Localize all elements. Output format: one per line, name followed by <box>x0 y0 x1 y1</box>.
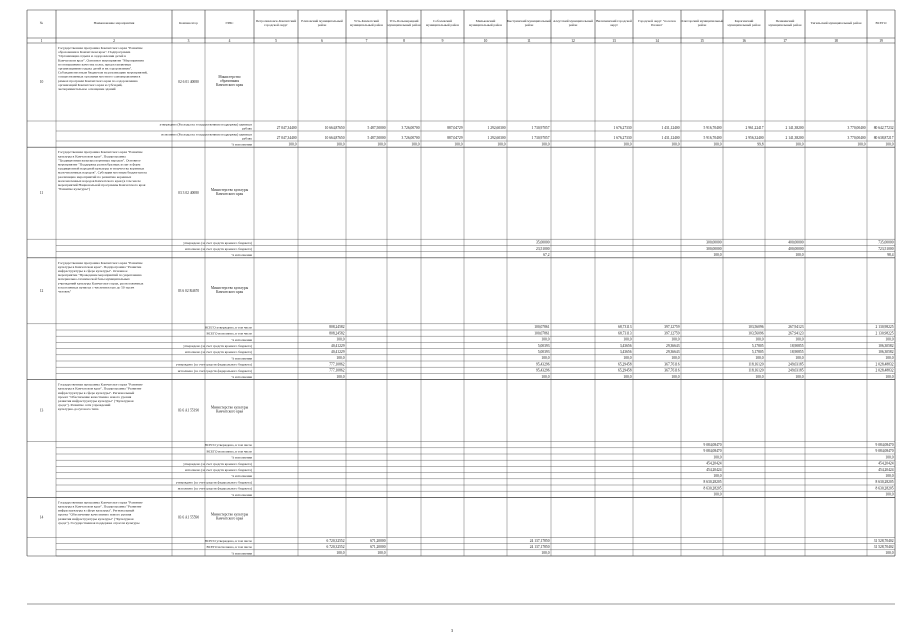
cell-value: 100,0 <box>623 337 632 342</box>
cell-value: 777,10862 <box>329 368 345 373</box>
column-number: 17 <box>783 38 787 43</box>
cell-value: 100,0 <box>377 551 386 556</box>
section-title: Государственная программа Камчатского края "Развитие культуры в Камчатском крае". Подпрограмма "Развитие инфраструктуры в сфере культуры". Основное мероприятие "Проведение мероприятий по укреплению материально-технической базы муниципальных учреждений культуры Камчатского края, расположенных в населенных пунктах с численностью до 50 тысяч человек" <box>58 260 144 294</box>
cell-value: 100,0 <box>541 337 550 342</box>
cell-value: 65,29458 <box>618 362 632 367</box>
row-label: ВСЕГО утверждено, в том числе <box>204 325 252 330</box>
row-label: утверждено (Расходы на государственную поддержку) единиц в рублях <box>159 122 252 131</box>
cell-value: 24 137,17850 <box>529 545 550 549</box>
cell-value: 98,4 <box>887 253 894 257</box>
cell-value: 1 292,60300 <box>487 126 506 131</box>
row-label: ВСЕГО исполнено, в том числе <box>206 449 252 454</box>
cell-value: 95,43296 <box>536 362 550 367</box>
section-code: 03 6 A1 55590 <box>177 515 200 520</box>
cell-value: 100,0 <box>713 474 722 478</box>
cell-value: 3 770,00400 <box>847 126 866 131</box>
cell-value: 68,73113 <box>618 331 632 336</box>
column-header: ВСЕГО <box>875 21 887 25</box>
cell-value: 723,51000 <box>878 246 894 251</box>
cell-value: 100,0 <box>541 356 550 361</box>
column-number: 13 <box>612 38 616 43</box>
row-label: ВСЕГО утверждено, в том числе <box>204 539 252 543</box>
row-label: % исполнения <box>231 455 252 460</box>
cell-value: 400,00000 <box>788 246 804 251</box>
cell-value: 80 642,77232 <box>873 126 894 131</box>
cell-value: 23,51000 <box>536 246 550 251</box>
row-label: ВСЕГО исполнено, в том числе <box>206 331 252 336</box>
column-header: ГРБС <box>225 21 234 25</box>
cell-value: 103,56096 <box>748 331 764 336</box>
column-number: 10 <box>483 38 488 43</box>
cell-value: 1 676,27330 <box>613 136 632 141</box>
row-label: ВСЕГО утверждено, в том числе <box>204 443 252 448</box>
section-title: Государственная программа Камчатского края "Развитие образования в Камчатском крае". Подпрограмма "Организация отдыха и оздоровления детей в Камчатском крае". Основное мероприятие "Мероприятия по повышению качества услуг, предоставляемых организациями отдыха детей и их оздоровления". Субсидии местным бюджетам на реализацию мероприятий, осуществляемых органами местного самоуправления в рамках программ Камчатского края по оздоровлению организаций Камчатского края и субсидий, экспериментальное оснащение зданий <box>58 46 148 91</box>
cell-value: 40,41229 <box>331 350 345 354</box>
cell-value: 1 730,97057 <box>531 126 550 131</box>
cell-value: 100,0 <box>755 374 764 379</box>
section-grbs: Министерство культуры Камчатского края <box>210 405 249 414</box>
cell-value: 2 141,38200 <box>785 126 804 131</box>
cell-value: 671,20000 <box>370 545 386 549</box>
row-label: исполнено (Расходы на государственную поддержку) единиц в рублях <box>161 132 252 141</box>
cell-value: 40,41229 <box>331 343 345 348</box>
cell-value: 267,94123 <box>788 331 804 336</box>
cell-value: 99,8 <box>757 142 764 147</box>
section-title: Государственная программа Камчатского края "Развитие культуры в Камчатском крае". Подпрограмма "Развитие инфраструктуры в сфере культуры". Региональный проект "Обеспечение качественно нового уровня развития инфраструктуры культуры" ("Культурная среда"). Государственная поддержка отрасли культуры <box>58 500 143 525</box>
row-label: % исполнения <box>231 356 252 361</box>
column-number: 7 <box>365 38 368 43</box>
cell-value: 5,17805 <box>751 343 764 348</box>
row-label: утверждено (за счет средств федерального бюджета) <box>176 480 252 485</box>
cell-value: 100,0 <box>713 253 722 257</box>
cell-value: 118,16120 <box>748 368 764 373</box>
cell-value: 67,2 <box>543 253 550 257</box>
cell-value: 18,90855 <box>790 343 804 348</box>
cell-value: 100,0 <box>671 337 680 342</box>
cell-value: 808,24582 <box>329 325 345 330</box>
cell-value: 249,03185 <box>788 368 804 373</box>
cell-value: 397,12759 <box>664 325 680 330</box>
row-label: утверждено (за счет средств федерального бюджета) <box>176 362 252 367</box>
column-number: 6 <box>321 38 323 43</box>
cell-value: 3 726,00700 <box>401 126 420 131</box>
cell-value: 5,00393 <box>537 350 550 354</box>
column-number: 5 <box>275 38 277 43</box>
cell-value: 100,0 <box>885 337 894 342</box>
cell-value: 68,73113 <box>618 325 632 330</box>
cell-value: 100,0 <box>541 551 550 556</box>
column-header: Карагинский муниципальный район <box>727 19 761 27</box>
column-header: Петропавловск-Камчатский городской округ <box>255 19 297 27</box>
cell-value: 300,00000 <box>706 240 722 245</box>
cell-value: 8 630,28205 <box>703 480 722 485</box>
cell-value: 887,04729 <box>447 126 463 131</box>
cell-value: 100,0 <box>336 142 345 147</box>
cell-value: 1 431,12400 <box>661 136 680 141</box>
column-header: Тигильский муниципальный район <box>810 21 862 25</box>
cell-value: 2 961,22417 <box>745 126 764 131</box>
cell-value: 267,94123 <box>788 325 804 330</box>
cell-value: 1 431,12400 <box>661 126 680 131</box>
table-grid <box>27 10 895 604</box>
column-number: 8 <box>403 38 405 43</box>
cell-value: 8 630,28205 <box>875 480 894 485</box>
section-code: 02 6 01 40080 <box>178 80 199 84</box>
cell-value: 454,20424 <box>878 461 894 466</box>
row-label: утверждено (за счет средств краевого бюджета) <box>183 344 252 348</box>
cell-value: 735,00000 <box>878 240 894 245</box>
cell-value: 100,0 <box>795 253 804 257</box>
section-number: 13 <box>39 408 44 413</box>
column-header: Мильковский муниципальный район <box>469 19 502 27</box>
cell-value: 8 630,28205 <box>703 486 722 491</box>
column-header: Наименование мероприятия <box>93 21 135 25</box>
cell-value: 35,00000 <box>536 240 550 245</box>
row-label: % исполнения <box>231 142 252 147</box>
column-header: Олюторский муниципальный район <box>680 19 724 27</box>
column-number: 4 <box>228 38 231 43</box>
cell-value: 5 916,70400 <box>703 126 722 131</box>
cell-value: 1 676,27330 <box>613 126 632 131</box>
cell-value: 9 084,08470 <box>875 443 894 447</box>
section-grbs: Министерство культуры Камчатского края <box>210 285 249 294</box>
row-label: утверждено (за счет средств краевого бюджета) <box>183 240 252 245</box>
row-label: исполнено (за счет средств краевого бюджета) <box>184 468 252 472</box>
column-number: 12 <box>571 38 575 43</box>
cell-value: 5 487,50000 <box>367 126 386 131</box>
cell-value: 2 028,48832 <box>875 362 894 367</box>
cell-value: 100,0 <box>497 142 506 147</box>
cell-value: 106,30582 <box>878 350 894 354</box>
cell-value: 8 630,28205 <box>875 486 894 491</box>
cell-value: 100,0 <box>671 356 680 361</box>
row-label: % исполнения <box>231 551 252 556</box>
column-header: № <box>39 21 44 25</box>
column-header: Усть-Большерецкий муниципальный район <box>387 19 421 27</box>
cell-value: 100,0 <box>885 551 894 556</box>
row-label: % исполнения <box>231 253 252 258</box>
cell-value: 2 028,48832 <box>875 368 894 373</box>
cell-value: 3 770,00400 <box>847 136 866 141</box>
row-label: исполнено (за счет средств краевого бюджета) <box>184 247 252 251</box>
cell-value: 9 084,08470 <box>875 449 894 454</box>
cell-value: 3 726,00700 <box>401 136 420 141</box>
cell-value: 10 664,87650 <box>324 126 345 131</box>
cell-value: 100,0 <box>541 142 550 147</box>
cell-value: 100,0 <box>336 337 345 342</box>
column-number: 14 <box>655 38 659 43</box>
cell-value: 6 720,32552 <box>326 545 345 549</box>
cell-value: 100,0 <box>541 374 550 379</box>
cell-value: 100,0 <box>857 142 866 147</box>
column-number: 1 <box>40 38 43 43</box>
section-grbs: Министерство культуры Камчатского края <box>210 188 249 197</box>
section-grbs: Министерство культуры Камчатского края <box>210 512 249 521</box>
column-number: 2 <box>113 38 115 43</box>
page-number: 3 <box>450 628 454 633</box>
cell-value: 24 137,17850 <box>529 538 550 543</box>
cell-value: 31 528,70402 <box>873 545 894 549</box>
cell-value: 3,43656 <box>619 343 632 348</box>
column-header: Вилючинский городской округ <box>596 19 632 27</box>
column-number: 11 <box>527 38 531 43</box>
cell-value: 100,0 <box>795 337 804 342</box>
cell-value: 5,17805 <box>751 350 764 354</box>
cell-value: 100,0 <box>336 356 345 361</box>
cell-value: 106,30582 <box>878 343 894 348</box>
column-number: 18 <box>834 38 838 43</box>
section-title: Государственная программа Камчатского края "Развитие культуры в Камчатском крае". Подпрограмма "Традиционная культура коренных народов". Основное мероприятие "Поддержка разнообразных услуг и форм традиционной народной культуры и творчества коренных малочисленных народов". Субсидии местным бюджетам на реализацию мероприятий по развитию коренных малочисленных народов Камчатского края (в том числе мероприятий Национальной программы Камчатского края "Развитие культуры") <box>58 150 147 192</box>
section-number: 12 <box>39 288 44 293</box>
cell-value: 100,0 <box>713 455 722 460</box>
row-label: ВСЕГО исполнено, в том числе <box>206 545 252 550</box>
cell-value: 100,0 <box>795 374 804 379</box>
cell-value: 100,0 <box>885 492 894 497</box>
cell-value: 100,0 <box>713 142 722 147</box>
section-grbs: Министерство образования Камчатского края <box>216 75 243 87</box>
cell-value: 6 720,32552 <box>326 538 345 543</box>
row-label: утверждено (за счет средств краевого бюджета) <box>183 461 252 466</box>
row-label: % исполнения <box>231 375 252 379</box>
column-header: Соболевский муниципальный район <box>426 19 459 27</box>
cell-value: 18,90855 <box>790 350 804 354</box>
cell-value: 100,07861 <box>534 325 550 330</box>
section-code: 03 6 A1 55190 <box>177 408 200 413</box>
cell-value: 5,00393 <box>537 343 550 348</box>
row-label: исполнено (за счет средств федерального бюджета) <box>177 368 252 373</box>
cell-value: 100,0 <box>713 492 722 497</box>
cell-value: 2 130,98225 <box>875 325 894 330</box>
cell-value: 3,43656 <box>619 350 632 354</box>
cell-value: 2 141,38200 <box>785 136 804 141</box>
cell-value: 808,24582 <box>329 331 345 336</box>
cell-value: 5 916,70400 <box>703 136 722 141</box>
cell-value: 100,0 <box>885 455 894 460</box>
cell-value: 887,04729 <box>447 136 463 141</box>
cell-value: 2 130,98225 <box>875 331 894 336</box>
section-number: 14 <box>39 515 44 520</box>
cell-value: 367,76116 <box>664 368 680 373</box>
cell-value: 95,43296 <box>536 368 550 373</box>
cell-value: 100,0 <box>411 142 420 147</box>
cell-value: 100,0 <box>671 142 680 147</box>
cell-value: 100,0 <box>336 551 345 556</box>
cell-value: 100,0 <box>755 337 764 342</box>
column-header: Городской округ "поселок Палана" <box>638 19 676 27</box>
cell-value: 100,0 <box>885 142 894 147</box>
section-code: 03 3 02 40080 <box>178 191 199 196</box>
cell-value: 100,07861 <box>534 331 550 336</box>
cell-value: 103,56096 <box>748 325 764 330</box>
cell-value: 671,20000 <box>370 538 386 543</box>
cell-value: 9 084,08470 <box>703 449 722 454</box>
row-label: % исполнения <box>231 474 252 479</box>
cell-value: 29,36643 <box>666 343 680 348</box>
column-header: Компенсатор <box>179 21 198 25</box>
cell-value: 5 487,50000 <box>367 136 386 141</box>
cell-value: 100,0 <box>755 356 764 361</box>
cell-value: 29,36643 <box>666 350 680 354</box>
cell-value: 2 956,32400 <box>745 136 764 141</box>
column-number: 9 <box>441 38 444 43</box>
column-number: 16 <box>742 38 746 43</box>
cell-value: 1 730,97057 <box>531 136 550 141</box>
row-label: исполнено (за счет средств краевого бюджета) <box>184 350 252 355</box>
cell-value: 100,0 <box>623 142 632 147</box>
cell-value: 249,03185 <box>788 362 804 367</box>
cell-value: 100,0 <box>671 374 680 379</box>
column-header: Пенжинский муниципальный район <box>768 19 802 27</box>
cell-value: 100,0 <box>885 474 894 478</box>
cell-value: 10 664,87650 <box>324 136 345 141</box>
cell-value: 100,0 <box>623 356 632 361</box>
cell-value: 80 638,87217 <box>873 136 894 141</box>
cell-value: 100,0 <box>454 142 463 147</box>
section-number: 11 <box>39 191 44 196</box>
column-number: 19 <box>879 38 883 43</box>
column-header: Елизовский муниципальный район <box>301 19 343 27</box>
row-label: исполнено (за счет средств федерального бюджета) <box>177 486 252 491</box>
column-header: Усть-Камчатский муниципальный район <box>350 19 383 27</box>
cell-value: 400,00000 <box>788 240 804 245</box>
cell-value: 367,76116 <box>664 362 680 367</box>
cell-value: 454,20424 <box>706 461 722 466</box>
cell-value: 300,00000 <box>706 246 722 251</box>
cell-value: 100,0 <box>885 374 894 379</box>
cell-value: 454,20424 <box>706 467 722 472</box>
cell-value: 27 047,34400 <box>276 126 297 131</box>
cell-value: 100,0 <box>623 374 632 379</box>
column-header: Алеутский муниципальный район <box>552 19 594 27</box>
section-number: 10 <box>39 80 44 84</box>
cell-value: 100,0 <box>795 142 804 147</box>
row-label: % исполнения <box>231 337 252 342</box>
cell-value: 454,20424 <box>878 467 894 472</box>
cell-value: 118,16120 <box>748 362 764 367</box>
row-label: % исполнения <box>231 492 252 497</box>
cell-value: 100,0 <box>288 142 297 147</box>
cell-value: 397,12759 <box>664 331 680 336</box>
cell-value: 777,10862 <box>329 362 345 367</box>
column-number: 3 <box>187 38 190 43</box>
cell-value: 100,0 <box>336 374 345 379</box>
column-header: Быстринский муниципальный район <box>507 19 551 27</box>
cell-value: 31 528,70402 <box>873 538 894 543</box>
cell-value: 65,29458 <box>618 368 632 373</box>
cell-value: 100,0 <box>885 356 894 361</box>
cell-value: 100,0 <box>795 356 804 361</box>
column-number: 15 <box>700 38 704 43</box>
cell-value: 9 084,08470 <box>703 443 722 447</box>
section-code: 03 6 02 R4670 <box>177 288 200 293</box>
cell-value: 100,0 <box>377 142 386 147</box>
cell-value: 1 292,60300 <box>487 136 506 141</box>
cell-value: 27 047,34400 <box>276 136 297 141</box>
table-content <box>40 19 894 556</box>
section-title: Государственная программа Камчатского края "Развитие культуры в Камчатском крае". Подпрограмма "Развитие инфраструктуры в сфере культуры". Региональный проект "Обеспечение качественно нового уровня развития инфраструктуры культуры" ("Культурная среда"). Развитие сети учреждений культурно-досугового типа <box>58 382 143 412</box>
